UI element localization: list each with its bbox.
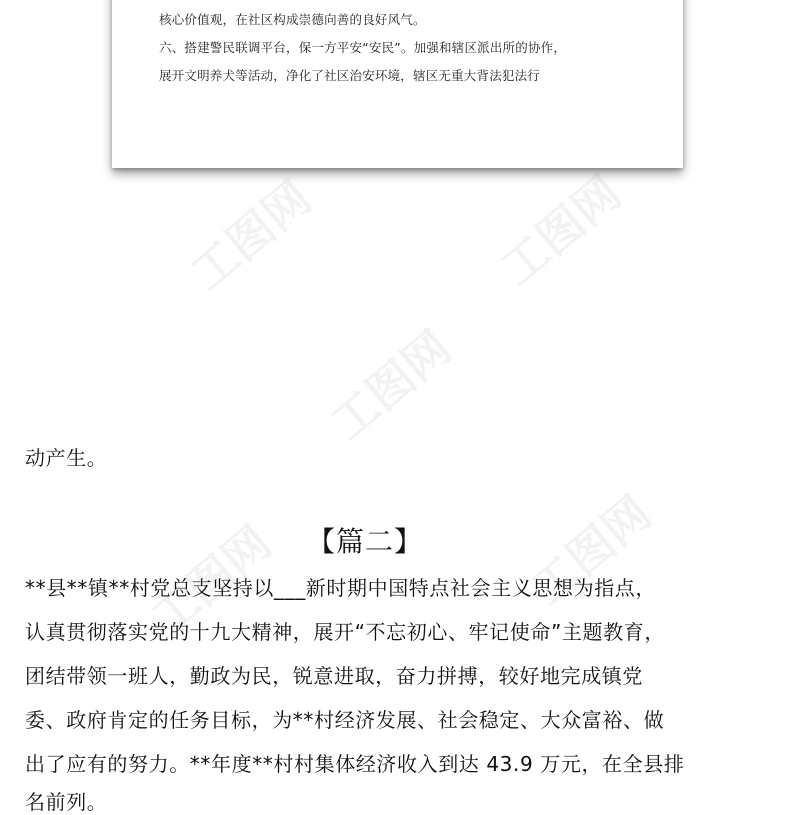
card-text-line: 六、搭建警民联调平台，保一方平安“安民”。加强和辖区派出所的协作， <box>159 40 567 55</box>
watermark-text: 工图网 <box>490 165 632 296</box>
watermark-text: 工图网 <box>140 515 282 646</box>
paragraph-line: 出了应有的努力。**年度**村村集体经济收入到达 43.9 万元，在全县排 <box>25 752 685 776</box>
card-text-line: 展开文明养犬等活动，净化了社区治安环境，辖区无重大背法犯法行 <box>159 68 541 83</box>
watermark-text: 工图网 <box>320 320 462 451</box>
watermark-text: 工图网 <box>180 170 322 301</box>
paragraph-line: **县**镇**村党总支坚持以___新时期中国特点社会主义思想为指点， <box>25 576 656 600</box>
watermark-text: 工图网 <box>520 485 662 616</box>
section-title: 【篇二】 <box>306 525 423 558</box>
card-text-line: 核心价值观，在社区构成崇德向善的良好风气。 <box>159 12 426 27</box>
paragraph-line: 名前列。 <box>25 790 108 814</box>
paragraph-line: 委、政府肯定的任务目标，为**村经济发展、社会稳定、大众富裕、做 <box>25 708 665 732</box>
paragraph-line: 团结带领一班人，勤政为民，锐意进取，奋力拼搏，较好地完成镇党 <box>25 664 643 688</box>
document-page-preview <box>112 0 683 168</box>
continuation-text: 动产生。 <box>25 446 108 470</box>
paragraph-line: 认真贯彻落实党的十九大精神，展开“不忘初心、牢记使命”主题教育， <box>25 620 665 644</box>
